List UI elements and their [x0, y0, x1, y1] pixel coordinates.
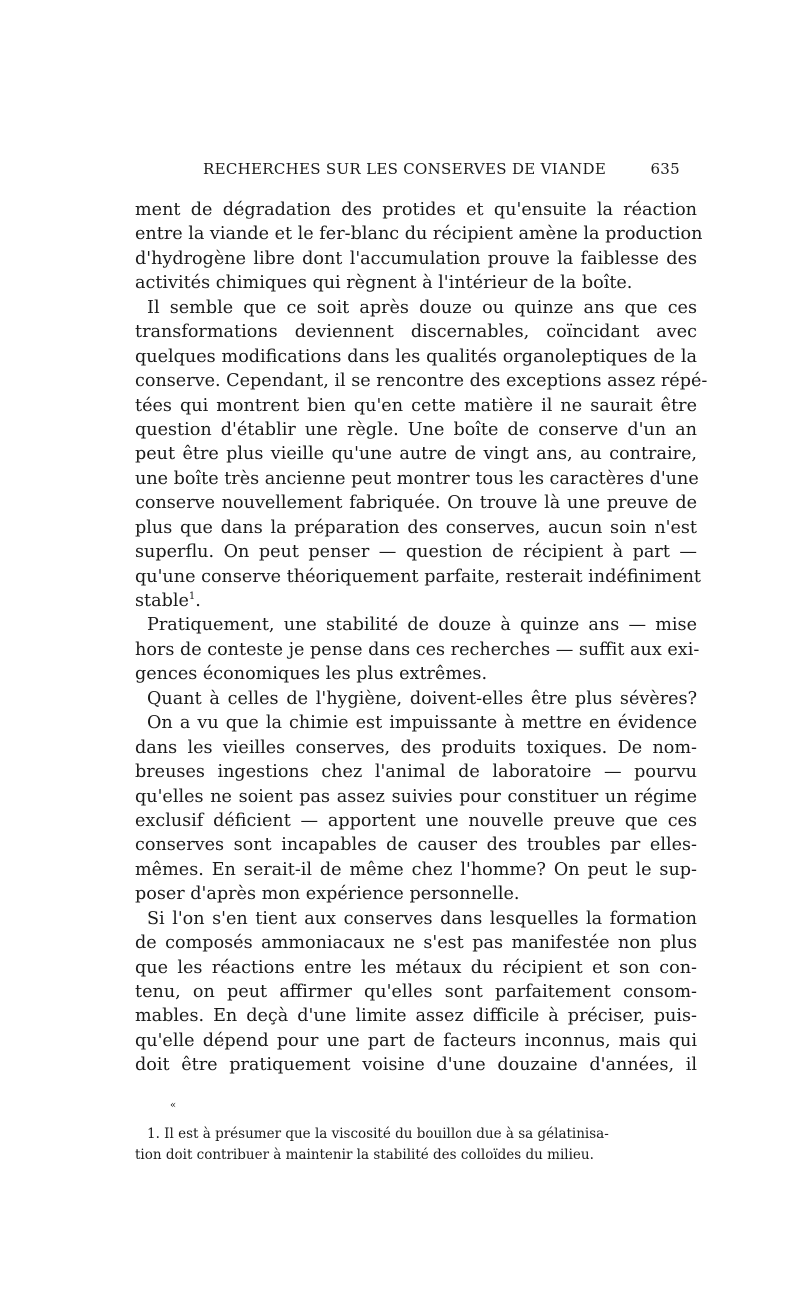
text-line: On a vu que la chimie est impuissante à mettre en évidence — [147, 713, 697, 734]
text-line: Si l'on s'en tient aux conserves dans lesquelles la formation — [147, 908, 697, 929]
text-line: transformations deviennent discernables, coïncidant avec — [135, 322, 697, 343]
text-line: mables. En deçà d'une limite assez difficile à préciser, puis- — [135, 1006, 697, 1027]
text-line: conserve nouvellement fabriquée. On trouve là une preuve de — [135, 493, 697, 514]
text-line: doit être pratiquement voisine d'une douzaine d'années, il — [135, 1055, 697, 1076]
text-line: peut être plus vieille qu'une autre de vingt ans, au contraire, — [135, 444, 697, 465]
text-line: conserve. Cependant, il se rencontre des exceptions assez répé- — [135, 371, 708, 392]
text-line: superflu. On peut penser — question de récipient à part — — [135, 542, 697, 563]
text-line: qu'elles ne soient pas assez suivies pour constituer un régime — [135, 786, 697, 807]
text-line: quelques modifications dans les qualités organoleptiques de la — [135, 346, 697, 367]
text-line: stable$^1$. — [135, 591, 201, 611]
text-line: poser d'après mon expérience personnelle. — [135, 884, 520, 905]
footnote-line: 1. Il est à présumer que la viscosité du bouillon due à sa gélatinisa- — [147, 1126, 609, 1142]
text-line: gences économiques les plus extrêmes. — [135, 664, 488, 685]
text-line: hors de conteste je pense dans ces recherches — suffit aux exi- — [135, 639, 700, 660]
running-title: RECHERCHES SUR LES CONSERVES DE VIANDE — [203, 160, 607, 178]
text-line: une boîte très ancienne peut montrer tous les caractères d'une — [135, 468, 699, 489]
text-line: Pratiquement, une stabilité de douze à quinze ans — mise — [147, 615, 697, 636]
text-line: tenu, on peut affirmer qu'elles sont parfaitement consom- — [135, 982, 697, 1002]
page-number: 635 — [650, 160, 680, 178]
text-line: qu'une conserve théoriquement parfaite, resterait indéfiniment — [135, 566, 702, 587]
text-line: de composés ammoniacaux ne s'est pas manifestée non plus — [135, 933, 697, 954]
text-line: tées qui montrent bien qu'en cette matière il ne saurait être — [135, 395, 697, 416]
text-line: exclusif déficient — apportent une nouvelle preuve que ces — [135, 810, 697, 831]
text-line: que les réactions entre les métaux du récipient et son con- — [135, 957, 697, 978]
text-line: conserves sont incapables de causer des troubles par elles- — [135, 835, 697, 856]
text-line: Quant à celles de l'hygiène, doivent-elles être plus sévères? — [147, 688, 697, 709]
footnote-line: tion doit contribuer à maintenir la stabilité des colloïdes du milieu. — [135, 1147, 594, 1163]
text-line: dans les vieilles conserves, des produits toxiques. De nom- — [135, 737, 697, 758]
running-header — [135, 160, 680, 184]
text-line: ment de dégradation des protides et qu'ensuite la réaction — [135, 200, 697, 220]
text-line: d'hydrogène libre dont l'accumulation prouve la faiblesse des — [135, 248, 697, 269]
stable-word: stable — [135, 591, 189, 611]
text-line: qu'elle dépend pour une part de facteurs inconnus, mais qui — [135, 1030, 697, 1051]
text-line: entre la viande et le fer-blanc du récipient amène la production — [135, 224, 703, 245]
text-line: plus que dans la préparation des conserves, aucun soin n'est — [135, 517, 697, 538]
text-line: mêmes. En serait-il de même chez l'homme? On peut le sup- — [135, 859, 697, 880]
footnote-reference[interactable]: 1 — [188, 591, 196, 602]
stray-print-mark: « — [170, 1100, 177, 1111]
text-line: Il semble que ce soit après douze ou quinze ans que ces — [147, 297, 697, 318]
text-line: activités chimiques qui règnent à l'intérieur de la boîte. — [135, 273, 633, 294]
body-text — [135, 198, 708, 1078]
footnote — [135, 1124, 695, 1166]
text-line: question d'établir une règle. Une boîte de conserve d'un an — [135, 419, 697, 440]
text-line: breuses ingestions chez l'animal de laboratoire — pourvu — [135, 762, 697, 783]
